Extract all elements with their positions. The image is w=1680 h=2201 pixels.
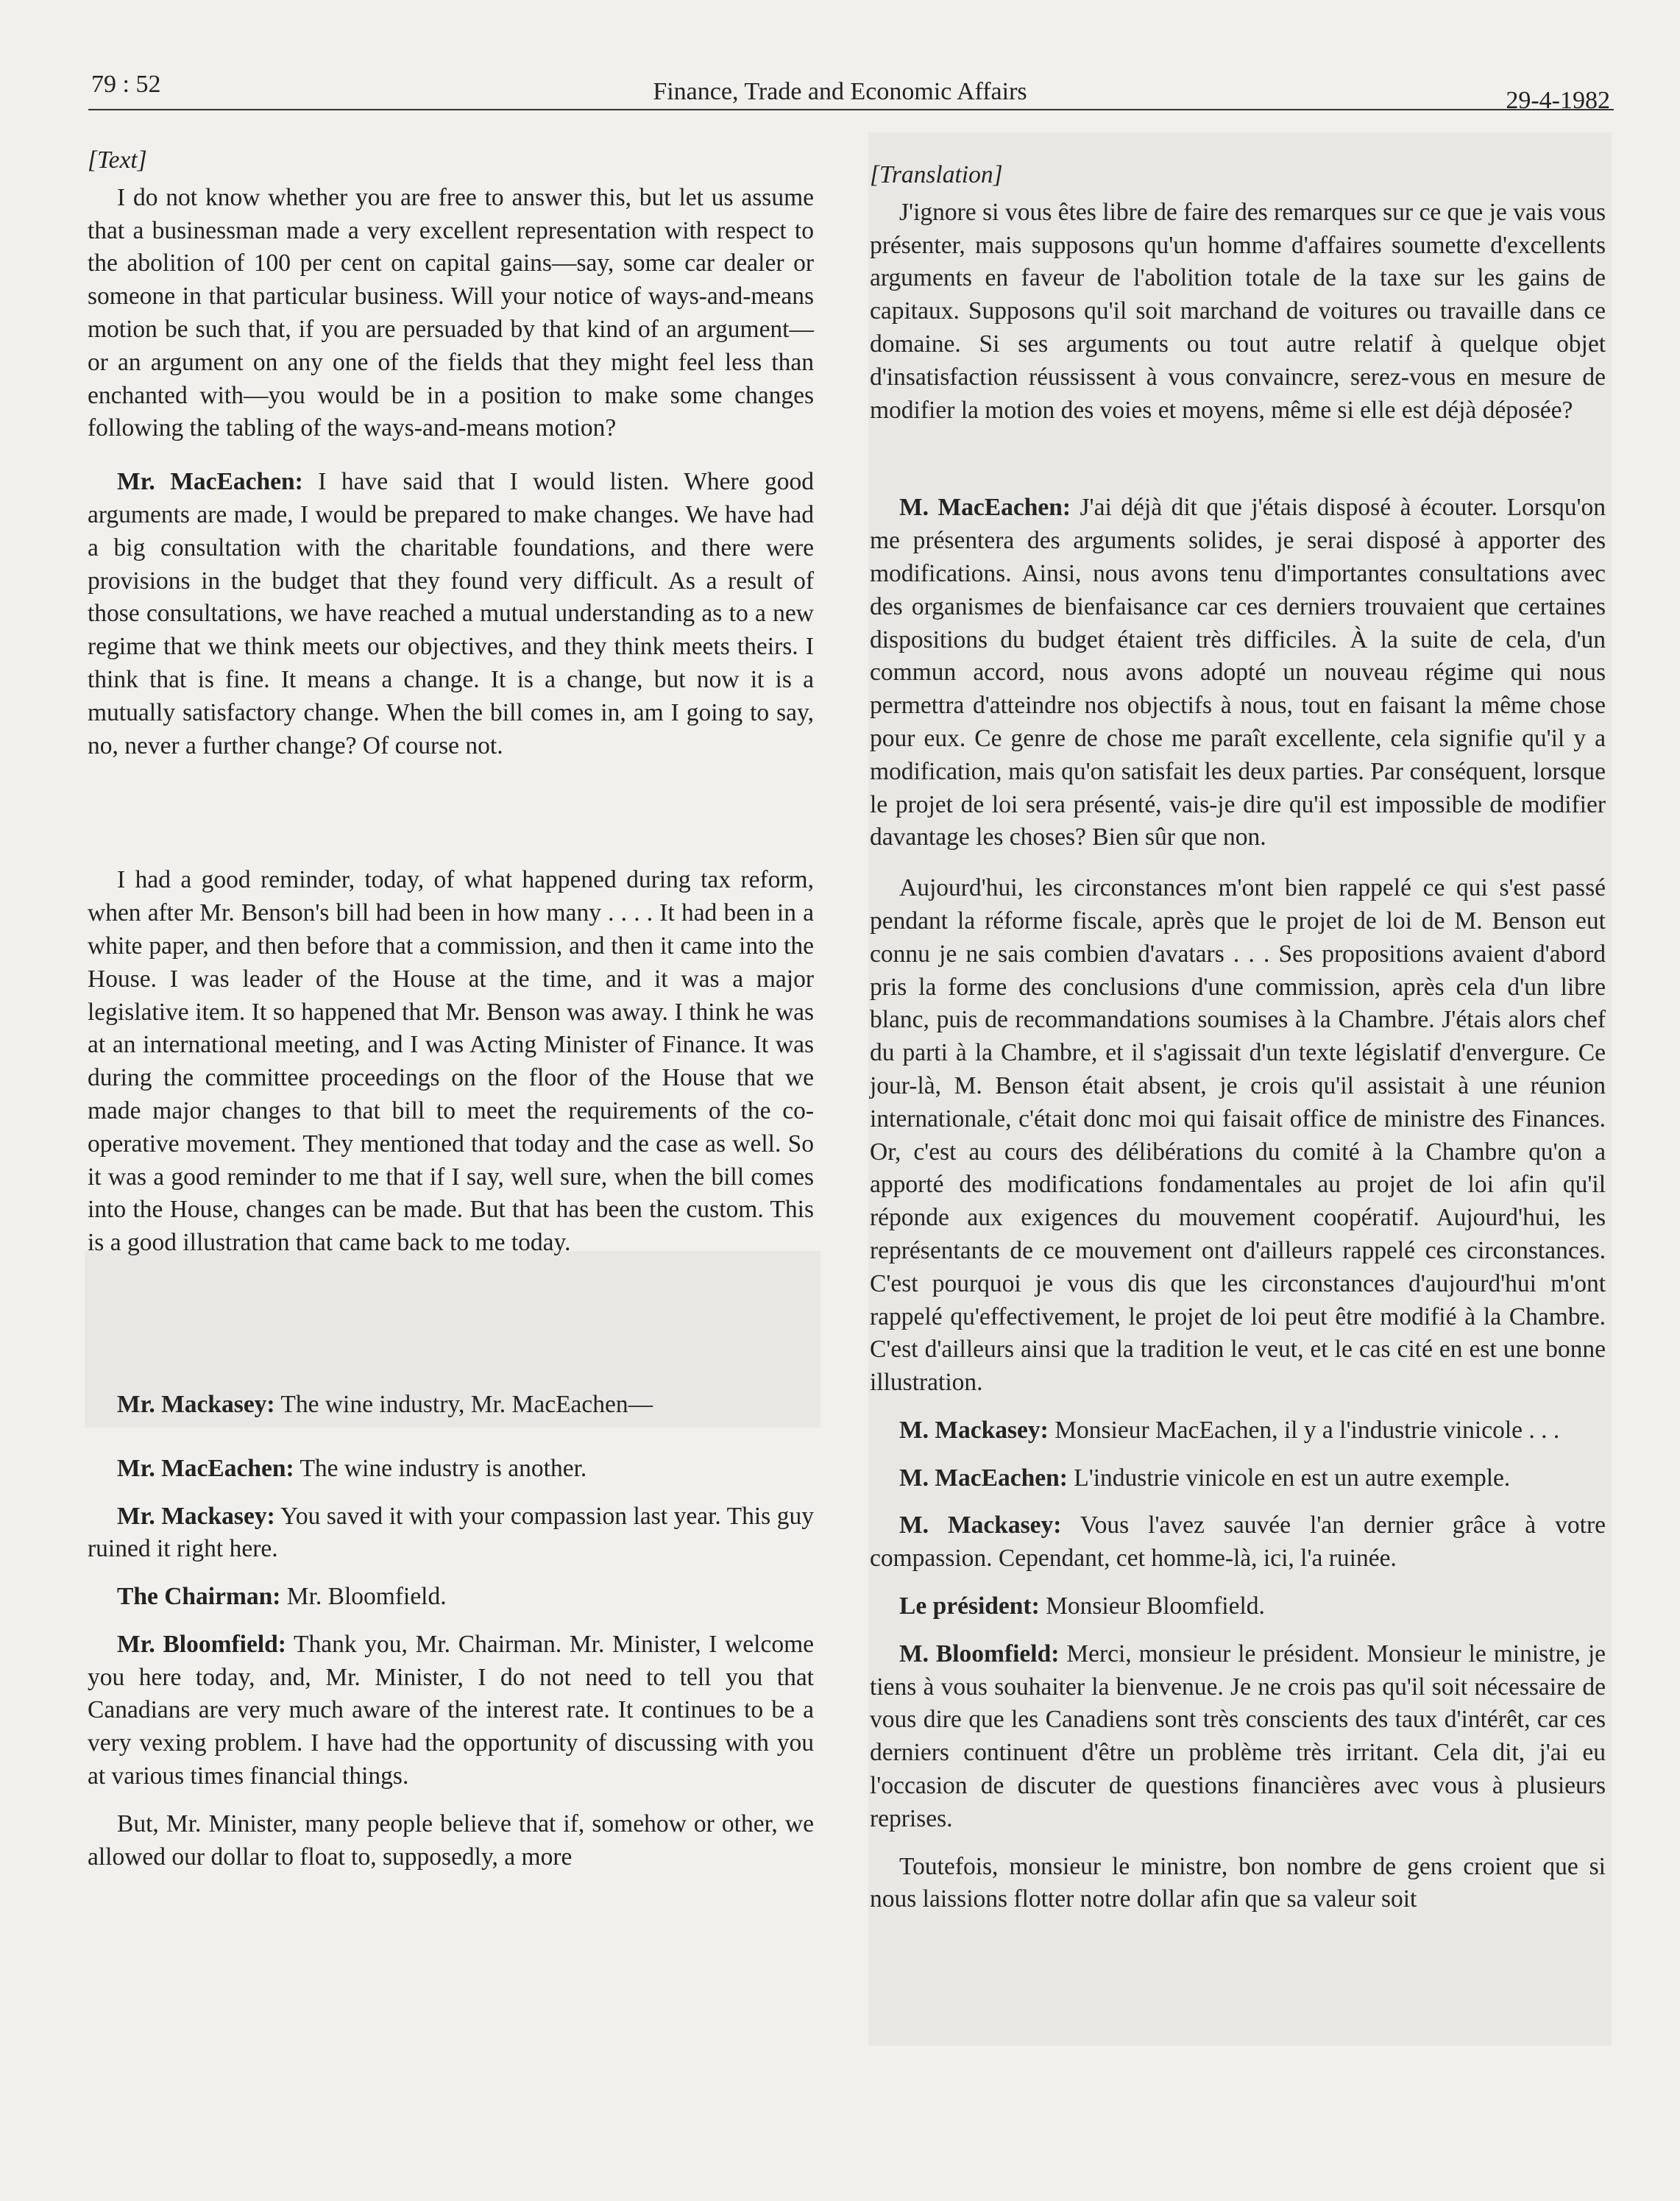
paragraph xyxy=(88,864,814,1260)
paragraph-text: I do not know whether you are free to answer this, but let us assume that a businessman made a very excellent representation with respect to the abolition of 100 per cent on capital gains—say, some car dealer or someone in that particular business. Will your notice of ways-and-means motion be such that, if you are persuaded by that kind of an argument—or an argument on any one of the fields that they might feel less than enchanted with—you would be in a position to make some changes following the tabling of the ways-and-means motion? xyxy=(88,183,814,442)
text-label: [Text] xyxy=(88,146,147,174)
speaker-paragraph xyxy=(88,1628,814,1793)
speaker-name: Mr. Mackasey: xyxy=(117,1502,275,1530)
paragraph-text: J'ignore si vous êtes libre de faire des remarques sur ce que je vais vous présenter, mais supposons qu'un homme d'affaires soumette d'excellents arguments en faveur de l'abolition totale de la taxe sur les gains de capitaux. Supposons qu'il soit marchand de voitures ou travaille dans ce domaine. Si ses arguments ou tout autre relatif à quelque objet d'insatisfaction réussissent à vous convaincre, serez-vous en mesure de modifier la motion des voies et moyens, même si elle est déjà déposée? xyxy=(870,198,1606,424)
speaker-paragraph xyxy=(870,1462,1606,1495)
speaker-name: M. Bloomfield: xyxy=(899,1640,1060,1667)
speaker-paragraph xyxy=(870,492,1606,854)
speaker-name: Le président: xyxy=(899,1592,1040,1620)
paragraph-text: L'industrie vinicole en est un autre exemple. xyxy=(1074,1464,1511,1492)
speaker-name: M. Mackasey: xyxy=(899,1511,1062,1539)
speaker-paragraph xyxy=(88,1453,814,1486)
paragraph-text: Monsieur Bloomfield. xyxy=(1046,1592,1265,1620)
paragraph xyxy=(88,182,814,445)
paragraph-text: The wine industry is another. xyxy=(300,1454,587,1482)
speaker-name: The Chairman: xyxy=(117,1583,281,1611)
paragraph-text: I had a good reminder, today, of what happened during tax reform, when after Mr. Benson's bill had been in how many . . . . It had been in a white paper, and then before that a commission, and then it came into the House. I was leader of the House at the time, and it was a major legislative item. It so happened that Mr. Benson was away. I think he was at an international meeting, and I was Acting Minister of Finance. It was during the committee proceedings on the floor of the House that we made major changes to that bill to meet the requirements of the co-operative movement. They mentioned that today and the case as well. So it was a good reminder to me that if I say, well sure, when the bill comes into the House, changes can be made. But that has been the custom. This is a good illustration that came back to me today. xyxy=(88,866,814,1257)
speaker-paragraph xyxy=(870,1414,1606,1447)
running-title: Finance, Trade and Economic Affairs xyxy=(653,78,1027,105)
paragraph-text: But, Mr. Minister, many people believe that if, somehow or other, we allowed our dollar to float to, supposedly, a more xyxy=(88,1810,814,1871)
paragraph-text: Mr. Bloomfield. xyxy=(286,1583,447,1611)
english-column xyxy=(88,144,814,1874)
paragraph-text: I have said that I would listen. Where good arguments are made, I would be prepared to make changes. We have had a big consultation with the charitable foundations, and there were provisions in the budget that they found very difficult. As a result of those consultations, we have reached a mutual understanding as to a new regime that we think meets our objectives, and they think meets theirs. I think that is fine. It means a change. It is a change, but now it is a mutually satisfactory change. When the bill comes in, am I going to say, no, never a further change? Of course not. xyxy=(88,468,815,759)
speaker-paragraph xyxy=(88,466,814,762)
header-rule xyxy=(88,109,1614,110)
paragraph-text: Vous l'avez sauvée l'an dernier grâce à votre compassion. Cependant, cet homme-là, ici, l'a ruinée. xyxy=(870,1511,1606,1573)
speaker-name: M. MacEachen: xyxy=(899,1464,1068,1492)
paragraph-text: Aujourd'hui, les circonstances m'ont bien rappelé ce qui s'est passé pendant la réforme fiscale, après que le projet de loi de M. Benson eut connu je ne sais combien d'avatars . . . Ses propositions avaient d'abord pris la forme des conclusions d'une commission, après cela d'un libre blanc, puis de recommandations soumises à la Chambre. J'étais alors chef du parti à la Chambre, et il s'agissait d'un texte législatif d'envergure. Ce jour-là, M. Benson était absent, je crois qu'il assistait à une réunion internationale, c'était donc moi qui faisait office de ministre des Finances. Or, c'est au cours des délibérations du comité à la Chambre qu'on a apporté des modifications fondamentales au projet de loi afin qu'il réponde aux exigences du mouvement coopératif. Aujourd'hui, les représentants de ce mouvement ont d'ailleurs rappelé ces circonstances. C'est pourquoi je vous dis que les circonstances d'aujourd'hui m'ont rappelé qu'effectivement, le projet de loi peut être modifié à la Chambre. C'est d'ailleurs ainsi que la tradition le veut, et le cas cité en est une bonne illustration. xyxy=(870,874,1606,1397)
speaker-paragraph xyxy=(88,1500,814,1567)
paragraph-text: You saved it with your compassion last year. This guy ruined it right here. xyxy=(88,1502,814,1563)
paragraph xyxy=(870,872,1606,1400)
speaker-name: Mr. MacEachen: xyxy=(117,468,303,496)
paragraph-text: Merci, monsieur le président. Monsieur le ministre, je tiens à vous souhaiter la bienvenue. Je ne crois pas qu'il soit nécessaire de vous dire que les Canadiens sont très conscients des taux d'intérêt, car ces derniers continuent d'être un problème très irritant. Cela dit, j'ai eu l'occasion de discuter de questions financières avec vous à plusieurs reprises. xyxy=(870,1640,1606,1832)
speaker-paragraph xyxy=(870,1590,1606,1623)
paragraph xyxy=(870,1851,1606,1917)
paragraph xyxy=(870,196,1606,428)
paragraph-text: Thank you, Mr. Chairman. Mr. Minister, I welcome you here today, and, Mr. Minister, I do not need to tell you that Canadians are very much aware of the interest rate. It continues to be a very vexing problem. I have had the opportunity of discussing with you at various times financial things. xyxy=(88,1630,814,1790)
speaker-name: M. MacEachen: xyxy=(899,494,1071,522)
paragraph-text: Toutefois, monsieur le ministre, bon nombre de gens croient que si nous laissions flotter notre dollar afin que sa valeur soit xyxy=(870,1852,1606,1913)
speaker-paragraph xyxy=(870,1509,1606,1576)
paragraph-text: The wine industry, Mr. MacEachen— xyxy=(280,1390,653,1418)
speaker-paragraph xyxy=(88,1581,814,1614)
paragraph-text: Monsieur MacEachen, il y a l'industrie vinicole . . . xyxy=(1055,1416,1560,1444)
speaker-paragraph xyxy=(870,1638,1606,1836)
paragraph xyxy=(88,1808,814,1874)
page-date: 29-4-1982 xyxy=(1506,87,1610,114)
speaker-name: M. Mackasey: xyxy=(899,1416,1049,1444)
translation-label: [Translation] xyxy=(870,161,1003,188)
french-column xyxy=(870,159,1606,1916)
page-number: 79 : 52 xyxy=(91,71,161,98)
speaker-name: Mr. MacEachen: xyxy=(117,1454,294,1482)
paragraph-text: J'ai déjà dit que j'étais disposé à écouter. Lorsqu'on me présentera des arguments solides, je serai disposé à apporter des modifications. Ainsi, nous avons tenu d'importantes consultations avec des organismes de bienfaisance car ces derniers trouvaient que certaines dispositions du budget étaient très difficiles. À la suite de cela, d'un commun accord, nous avons adopté un nouveau régime qui nous permettra d'atteindre nos objectifs à nous, tout en faisant la même chose pour eux. Ce genre de chose me paraît excellente, cela signifie qu'il y a modification, mais qu'on satisfait les deux parties. Par conséquent, lorsque le projet de loi sera présenté, vais-je dire qu'il est impossible de modifier davantage les choses? Bien sûr que non. xyxy=(870,494,1606,851)
speaker-paragraph xyxy=(88,1389,814,1422)
speaker-name: Mr. Bloomfield: xyxy=(117,1630,286,1658)
speaker-name: Mr. Mackasey: xyxy=(117,1390,275,1418)
